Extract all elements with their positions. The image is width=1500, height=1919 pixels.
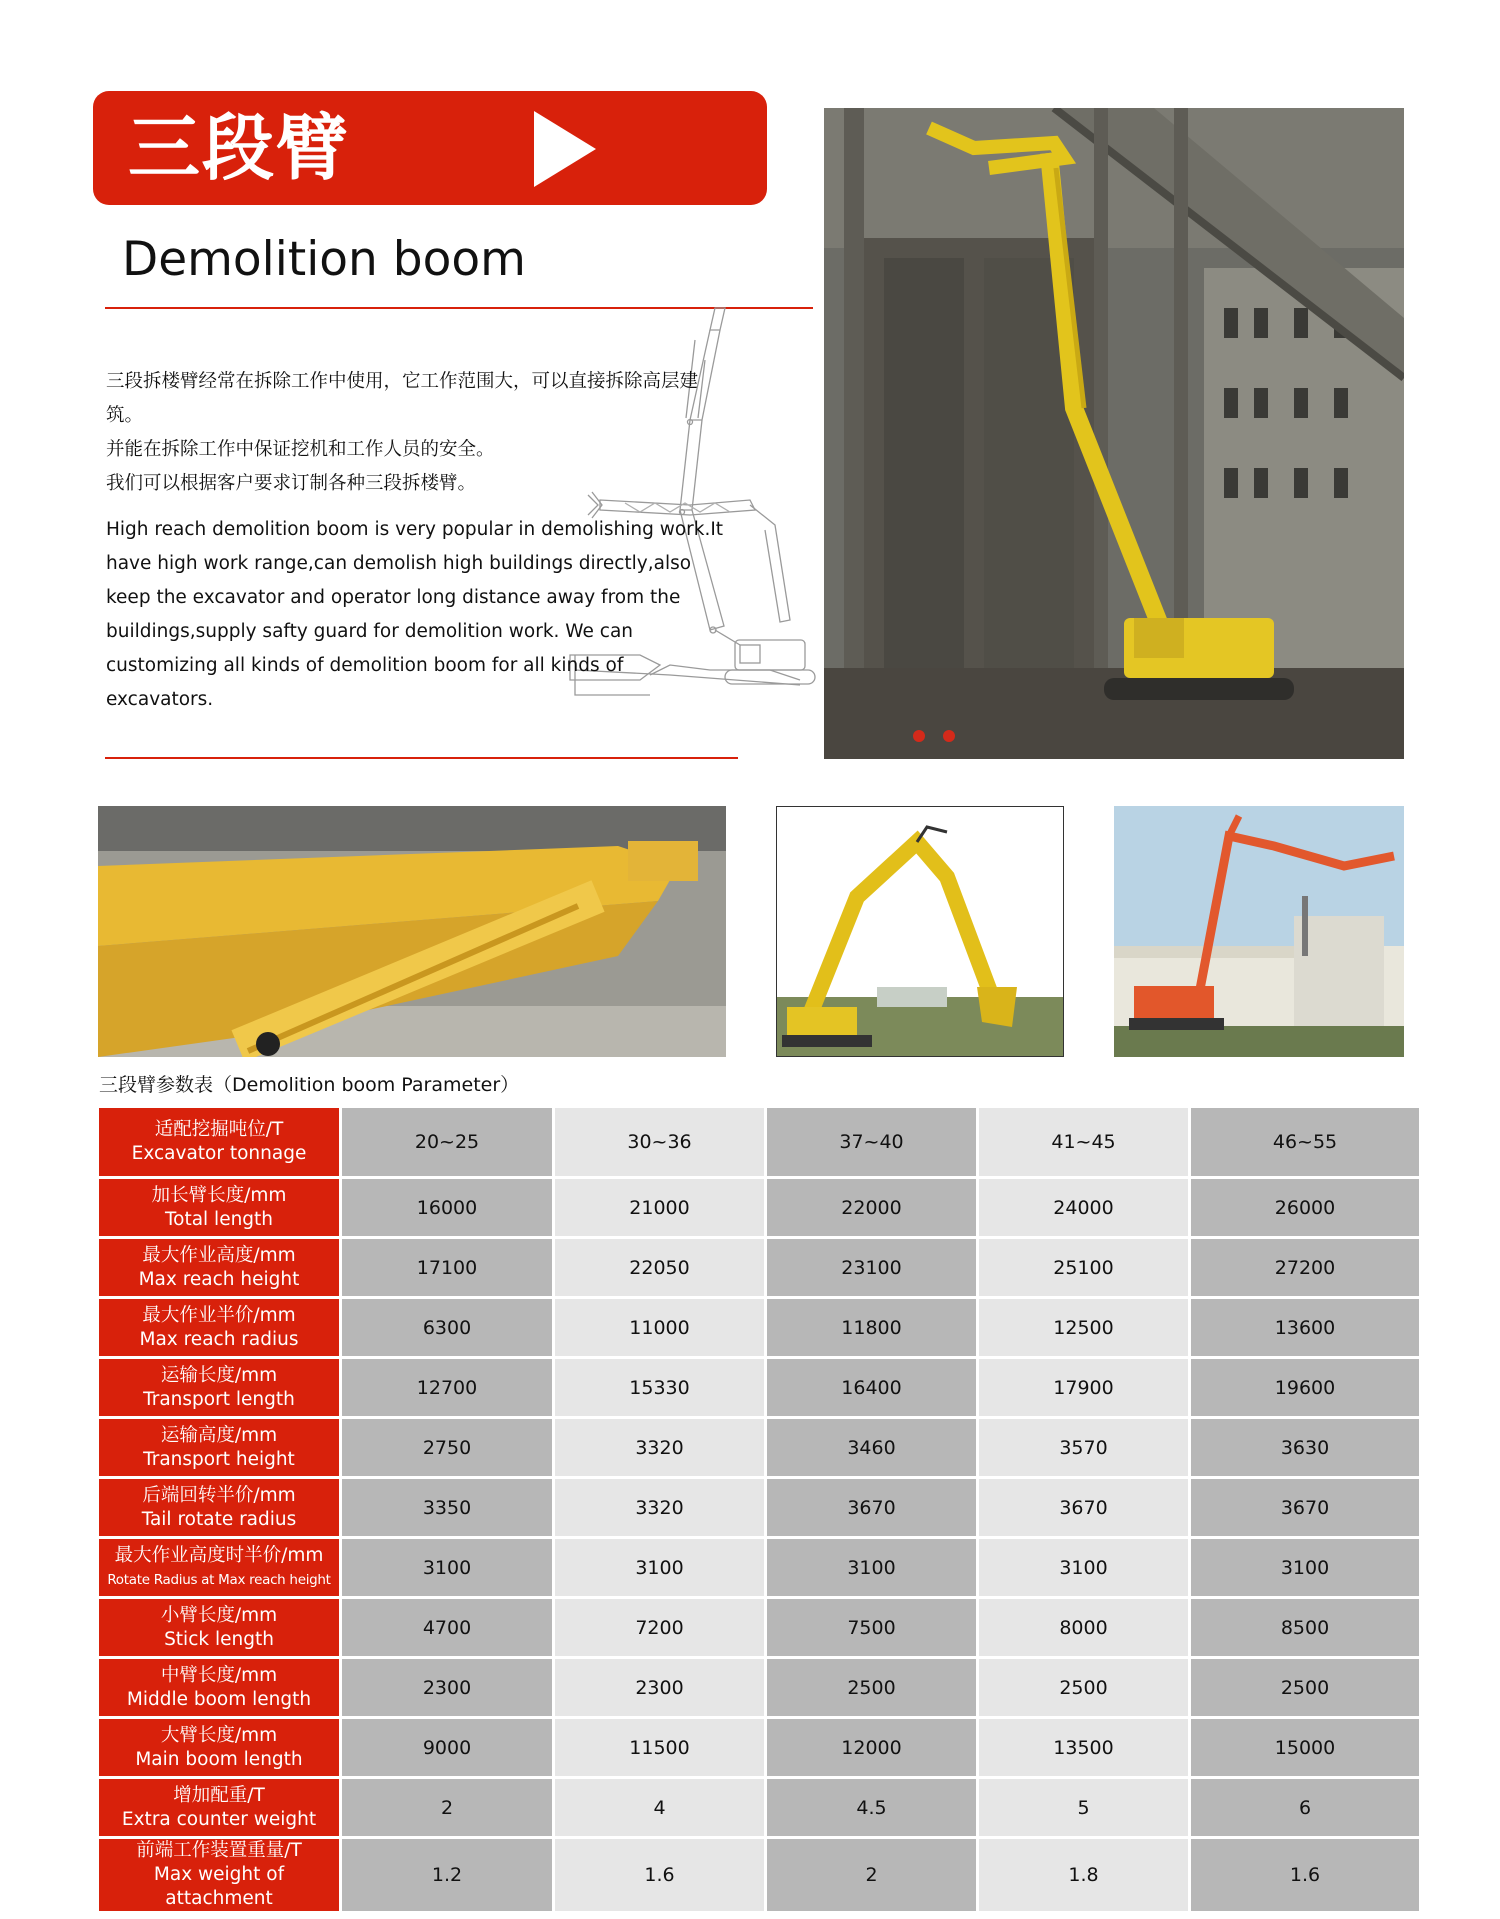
table-cell: 15000 [1191,1719,1419,1776]
table-header-row [99,1108,1419,1176]
table-cell: 6300 [342,1299,552,1356]
table-cell: 3100 [342,1539,552,1596]
table-cell: 3100 [555,1539,764,1596]
title-zh: 三段臂 [128,106,351,190]
label-zh: 适配挖掘吨位/T [154,1119,284,1140]
table-cell: 1.8 [979,1839,1188,1911]
table-cell: 6 [1191,1779,1419,1836]
intro-zh-line1: 三段拆楼臂经常在拆除工作中使用，它工作范围大，可以直接拆除高层建筑。 [106,371,699,426]
table-cell: 4 [555,1779,764,1836]
table-cell: 3100 [1191,1539,1419,1596]
table-row [99,1539,1419,1596]
label-en: Transport length [143,1388,295,1410]
table-row-label [99,1779,339,1836]
table-row [99,1839,1419,1911]
table-row-label [99,1359,339,1416]
table-row [99,1359,1419,1416]
parameter-table-body [99,1108,1419,1911]
table-cell: 1.6 [1191,1839,1419,1911]
table-cell: 8500 [1191,1599,1419,1656]
table-cell: 2300 [555,1659,764,1716]
label-zh: 增加配重/T [173,1784,265,1806]
table-cell: 27200 [1191,1239,1419,1296]
table-cell: 21000 [555,1179,764,1236]
table-cell: 20~25 [342,1108,552,1176]
label-en: Tail rotate radius [141,1508,297,1530]
play-arrow-icon [534,111,596,187]
table-cell: 2500 [1191,1659,1419,1716]
label-en: Max reach height [138,1268,300,1290]
table-cell: 12700 [342,1359,552,1416]
table-cell: 12500 [979,1299,1188,1356]
table-cell: 3320 [555,1479,764,1536]
table-cell: 9000 [342,1719,552,1776]
table-cell: 30~36 [555,1108,764,1176]
table-cell: 17900 [979,1359,1188,1416]
intro-zh-line2: 并能在拆除工作中保证挖机和工作人员的安全。 [106,439,495,460]
label-zh: 中臂长度/mm [160,1664,278,1686]
table-cell: 13600 [1191,1299,1419,1356]
table-cell: 41~45 [979,1108,1188,1176]
table-cell: 2500 [979,1659,1188,1716]
table-row [99,1719,1419,1776]
table-row [99,1239,1419,1296]
table-cell: 2500 [767,1659,976,1716]
table-cell: 3670 [979,1479,1188,1536]
title-en: Demolition boom [122,232,526,287]
table-cell: 3630 [1191,1419,1419,1476]
table-cell: 26000 [1191,1179,1419,1236]
table-cell: 2750 [342,1419,552,1476]
table-row-label [99,1299,339,1356]
table-cell: 22000 [767,1179,976,1236]
table-cell: 24000 [979,1179,1188,1236]
table-cell: 16400 [767,1359,976,1416]
label-zh: 加长臂长度/mm [151,1184,287,1206]
label-en: Max weight of attachment [153,1864,285,1909]
table-row [99,1659,1419,1716]
table-cell: 7500 [767,1599,976,1656]
table-cell: 12000 [767,1719,976,1776]
table-cell: 3670 [1191,1479,1419,1536]
table-cell: 22050 [555,1239,764,1296]
table-row-label [99,1108,339,1176]
table-cell: 8000 [979,1599,1188,1656]
label-zh: 大臂长度/mm [160,1724,278,1746]
label-zh: 最大作业高度时半价/mm [114,1544,324,1566]
table-cell: 7200 [555,1599,764,1656]
table-cell: 2300 [342,1659,552,1716]
table-row-label [99,1179,339,1236]
table-row-label [99,1419,339,1476]
label-zh: 运输高度/mm [160,1424,278,1446]
table-cell: 3570 [979,1419,1188,1476]
label-en: Extra counter weight [121,1808,317,1830]
table-cell: 2 [767,1839,976,1911]
table-cell: 4700 [342,1599,552,1656]
parameter-table [96,1105,1422,1914]
table-row-label [99,1239,339,1296]
label-zh: 最大作业半价/mm [142,1304,296,1326]
label-zh: 小臂长度/mm [160,1604,278,1626]
intro-en-paragraph: High reach demolition boom is very popular in demolishing work.It have high work range,can demolish high buildings directly,also keep the excavator and operator long distance away from the buildings,supply safty guard for demolition work. We can customizing all kinds of demolition boom for all kinds of excavators. [106,519,724,710]
table-row-label [99,1539,339,1596]
table-row [99,1299,1419,1356]
label-en: Transport height [143,1448,295,1470]
table-cell: 3670 [767,1479,976,1536]
table-row [99,1179,1419,1236]
photo-red-boom [1114,806,1404,1057]
table-row-label [99,1479,339,1536]
label-en: Main boom length [135,1748,303,1770]
table-row [99,1419,1419,1476]
label-zh: 运输长度/mm [160,1364,278,1386]
intro-text [106,365,726,717]
divider-bottom [105,757,738,759]
table-cell: 13500 [979,1719,1188,1776]
table-cell: 4.5 [767,1779,976,1836]
table-cell: 17100 [342,1239,552,1296]
table-cell: 3320 [555,1419,764,1476]
table-cell: 1.6 [555,1839,764,1911]
label-zh: 前端工作装置重量/T [136,1840,302,1861]
label-en: Middle boom length [126,1688,312,1710]
table-cell: 5 [979,1779,1188,1836]
label-en: Rotate Radius at Max reach height [107,1571,331,1588]
label-zh: 后端回转半价/mm [142,1484,296,1506]
table-cell: 11000 [555,1299,764,1356]
table-cell: 16000 [342,1179,552,1236]
table-row [99,1599,1419,1656]
table-cell: 46~55 [1191,1108,1419,1176]
table-cell: 25100 [979,1239,1188,1296]
table-row [99,1779,1419,1836]
title-banner [93,91,767,205]
label-en: Total length [164,1208,274,1230]
photo-boom-closeup [98,806,726,1057]
table-cell: 2 [342,1779,552,1836]
label-zh: 最大作业高度/mm [142,1244,296,1266]
table-row-label [99,1659,339,1716]
table-row [99,1479,1419,1536]
table-cell: 3100 [767,1539,976,1596]
table-cell: 3350 [342,1479,552,1536]
table-caption: 三段臂参数表（Demolition boom Parameter） [99,1074,520,1096]
table-cell: 19600 [1191,1359,1419,1416]
table-cell: 11800 [767,1299,976,1356]
table-cell: 1.2 [342,1839,552,1911]
table-row-label [99,1839,339,1911]
label-en: Stick length [164,1628,274,1650]
label-en: Max reach radius [139,1328,299,1350]
table-row-label [99,1719,339,1776]
table-row-label [99,1599,339,1656]
table-cell: 15330 [555,1359,764,1416]
table-cell: 11500 [555,1719,764,1776]
label-en: Excavator tonnage [131,1143,307,1164]
photo-boom-folded [776,806,1064,1057]
table-cell: 3460 [767,1419,976,1476]
intro-zh-line3: 我们可以根据客户要求订制各种三段拆楼臂。 [106,473,477,494]
table-cell: 37~40 [767,1108,976,1176]
table-cell: 23100 [767,1239,976,1296]
table-cell: 3100 [979,1539,1188,1596]
photo-demolition-site [824,108,1404,759]
